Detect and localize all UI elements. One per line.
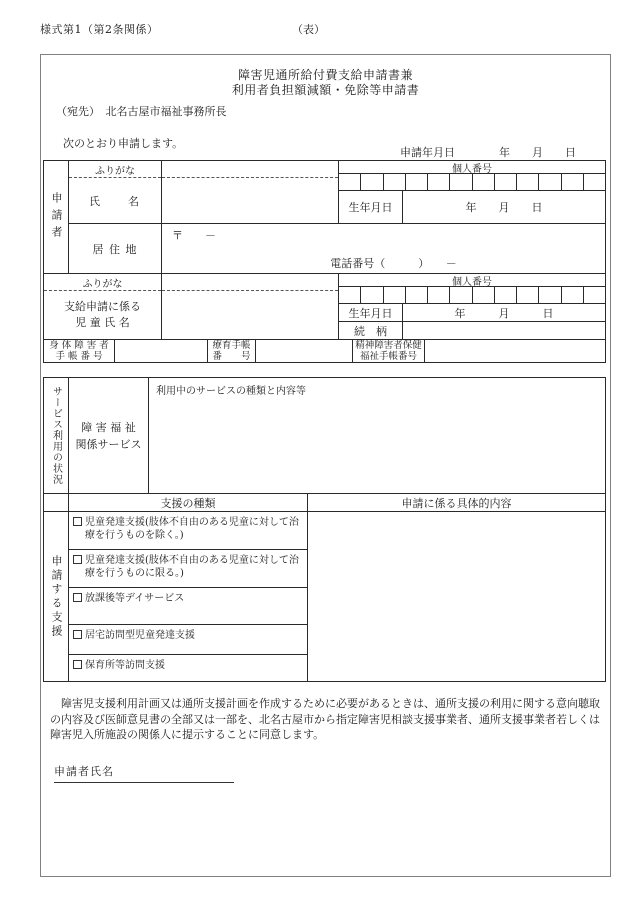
personal-number-cell[interactable]: [584, 287, 605, 303]
personal-number-cell[interactable]: [361, 174, 383, 190]
service-usage-field[interactable]: [149, 378, 605, 493]
handbook-band: [44, 339, 605, 362]
child-personal-number-boxes[interactable]: [339, 287, 605, 304]
support-option-label: 居宅訪問型児童発達支援: [85, 630, 195, 641]
personal-number-cell[interactable]: [539, 174, 561, 190]
personal-number-cell[interactable]: [517, 287, 539, 303]
support-option-label: 児童発達支援(肢体不自由のある児童に対して治療を行うものに限る。): [85, 555, 299, 579]
checkbox-icon[interactable]: [73, 660, 82, 669]
personal-number-cell[interactable]: [384, 174, 406, 190]
child-name-entry-column: [162, 274, 338, 339]
physical-handbook-label-line1: 身 体 障 害 者: [49, 340, 109, 351]
personal-number-cell[interactable]: [406, 287, 428, 303]
service-usage-header: 利用中のサービスの種類と内容等: [156, 386, 306, 397]
support-detail-header: 申請に係る具体的内容: [401, 496, 512, 510]
support-option-row: [69, 625, 307, 655]
applicant-signature-line[interactable]: [54, 763, 234, 783]
support-option-row: [69, 655, 307, 681]
personal-number-cell[interactable]: [428, 287, 450, 303]
support-option-row: [69, 512, 307, 550]
form-number: 様式第1（第2条関係）: [40, 23, 159, 36]
personal-number-cell[interactable]: [450, 287, 472, 303]
support-type-header: 支援の種類: [69, 494, 308, 511]
support-detail-field[interactable]: [308, 512, 605, 681]
welfare-service-label-line1: 障 害 福 祉: [81, 420, 136, 434]
form-title: [41, 68, 610, 98]
applicant-signature-label: 申請者氏名: [54, 765, 114, 778]
applicant-name-label: 氏 名: [89, 194, 141, 208]
child-relation-label: 続 柄: [339, 322, 403, 339]
addressee: （宛先） 北名古屋市福祉事務所長: [56, 105, 227, 118]
applicant-birthdate-label: 生年月日: [339, 191, 403, 223]
child-name-label-line2: 児 童 氏 名: [75, 316, 130, 329]
child-birthdate-field[interactable]: 年 月 日: [454, 306, 554, 320]
support-option-row: [69, 588, 307, 625]
checkbox-icon[interactable]: [73, 593, 82, 602]
personal-number-cell[interactable]: [584, 174, 605, 190]
physical-handbook-field[interactable]: [115, 340, 208, 362]
personal-number-cell[interactable]: [406, 174, 428, 190]
child-name-label: [44, 291, 161, 339]
support-section-label: 申請する支援: [50, 554, 63, 639]
child-label-column: [44, 274, 162, 339]
applicant-label-column: [69, 161, 162, 223]
side-label: （表）: [292, 23, 325, 36]
welfare-service-label-line2: 関係サービス: [75, 437, 142, 451]
personal-number-cell[interactable]: [495, 174, 517, 190]
applicant-name-field[interactable]: [162, 178, 338, 223]
support-option-row: [69, 550, 307, 588]
ryoiku-handbook-label-line2: 番 号: [212, 351, 251, 362]
support-options-column: [69, 512, 308, 681]
support-option-label: 放課後等デイサービス: [85, 593, 185, 604]
support-section-cell: [44, 512, 69, 681]
applicant-table: [43, 160, 606, 363]
personal-number-cell[interactable]: [517, 174, 539, 190]
applicant-address-field[interactable]: [162, 224, 605, 273]
form-title-line1: 障害児通所給付費支給申請書兼: [237, 68, 413, 82]
personal-number-cell[interactable]: [339, 174, 361, 190]
applicant-birthdate-field[interactable]: 年 月 日: [465, 201, 543, 214]
support-header-corner: [44, 494, 69, 511]
mental-handbook-label-line2: 福祉手帳番号: [359, 351, 417, 362]
applicant-section-label: 申請者: [50, 191, 63, 243]
child-birthdate-label: 生年月日: [339, 304, 403, 321]
personal-number-cell[interactable]: [473, 287, 495, 303]
child-furigana-label: ふりがな: [44, 274, 161, 291]
applicant-personal-number-label: 個人番号: [339, 161, 605, 174]
applicant-furigana-field[interactable]: [162, 161, 338, 178]
applicant-name-entry-column: [162, 161, 339, 223]
personal-number-cell[interactable]: [339, 287, 361, 303]
physical-handbook-label-line2: 手 帳 番 号: [55, 351, 103, 362]
mental-handbook-field[interactable]: [425, 340, 605, 362]
personal-number-cell[interactable]: [495, 287, 517, 303]
support-table: [43, 493, 606, 682]
checkbox-icon[interactable]: [73, 517, 82, 526]
applicant-band: [44, 161, 605, 273]
personal-number-cell[interactable]: [384, 287, 406, 303]
ryoiku-handbook-label-line1: 療育手帳: [212, 340, 251, 351]
ryoiku-handbook-label: [208, 340, 256, 362]
form-title-line2: 利用者負担額減額・免除等申請書: [231, 83, 420, 97]
checkbox-icon[interactable]: [73, 555, 82, 564]
personal-number-cell[interactable]: [473, 174, 495, 190]
child-personal-number-label: 個人番号: [339, 274, 605, 287]
personal-number-cell[interactable]: [428, 174, 450, 190]
consent-paragraph: 障害児支援利用計画又は通所支援計画を作成するために必要があるときは、通所支援の利用に関する意向聴取の内容及び医師意見書の全部又は一部を、北名古屋市から指定障害児相談支援事業者、通所支援事業者若しくは障害児入所施設の関係人に提示することに同意します。: [50, 697, 600, 741]
child-name-label-line1: 支給申請に係る: [64, 300, 141, 313]
intro-text: 次のとおり申請します。: [63, 137, 184, 150]
phone-number-label: 電話番号（ ） －: [330, 257, 457, 270]
personal-number-cell[interactable]: [361, 287, 383, 303]
form-outer-border: [40, 54, 611, 877]
service-usage-section-label: サービス利用の状況: [50, 386, 62, 485]
postal-code-prefix: 〒 －: [172, 229, 216, 242]
personal-number-cell[interactable]: [450, 174, 472, 190]
support-option-label: 保育所等訪問支援: [85, 660, 165, 671]
personal-number-cell[interactable]: [539, 287, 561, 303]
applicant-address-label: 居 住 地: [69, 224, 162, 273]
checkbox-icon[interactable]: [73, 630, 82, 639]
service-usage-section-cell: [44, 378, 69, 493]
applicant-furigana-label: ふりがな: [69, 161, 161, 178]
child-name-field[interactable]: [162, 291, 338, 339]
service-usage-table: [43, 377, 606, 494]
child-relation-field[interactable]: [403, 322, 605, 339]
mental-handbook-label: [353, 340, 425, 362]
child-furigana-field[interactable]: [162, 274, 338, 291]
physical-handbook-label: [44, 340, 115, 362]
application-date-line: 申請年月日 年 月 日: [400, 146, 576, 159]
support-option-label: 児童発達支援(肢体不自由のある児童に対して治療を行うものを除く。): [85, 517, 299, 541]
welfare-service-label: [69, 378, 149, 493]
child-band: [44, 273, 605, 339]
mental-handbook-label-line1: 精神障害者保健: [355, 340, 422, 351]
ryoiku-handbook-field[interactable]: [256, 340, 353, 362]
personal-number-cell[interactable]: [562, 287, 584, 303]
applicant-section-cell: [44, 161, 69, 273]
applicant-personal-number-boxes[interactable]: [339, 174, 605, 191]
personal-number-cell[interactable]: [562, 174, 584, 190]
